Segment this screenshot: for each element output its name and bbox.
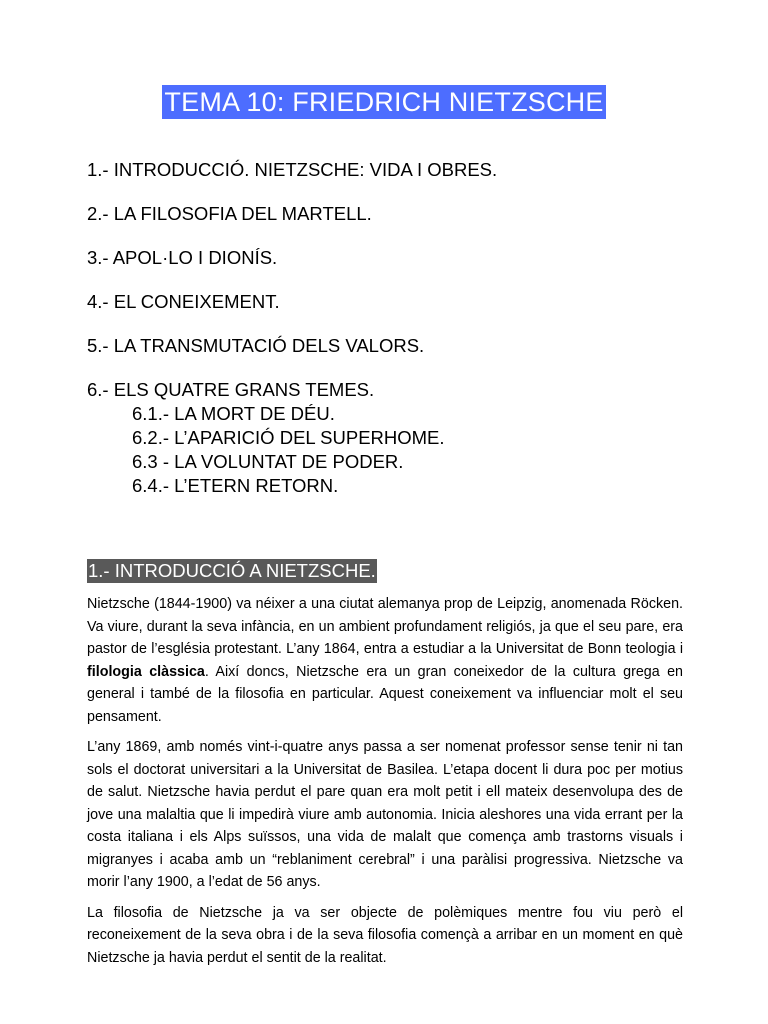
- section-heading-container: [87, 559, 377, 583]
- toc-item-2: 2.- LA FILOSOFIA DEL MARTELL.: [87, 203, 372, 224]
- toc-subitem-6-1: 6.1.- LA MORT DE DÉU.: [132, 403, 335, 424]
- toc-subitem-6-2: 6.2.- L’APARICIÓ DEL SUPERHOME.: [132, 427, 445, 448]
- toc-item-4: 4.- EL CONEIXEMENT.: [87, 291, 280, 312]
- paragraph-1-bold-term: filologia clàssica: [87, 663, 205, 680]
- paragraph-3: La filosofia de Nietzsche ja va ser objecte de polèmiques mentre fou viu però el reconeixement de la seva obra i de la seva filosofia començà a arribar en un moment en què Nietzsche ja havia perdut el sentit de la realitat.: [87, 904, 683, 966]
- section-body: [87, 593, 683, 977]
- toc-subitem-6-3: 6.3 - LA VOLUNTAT DE PODER.: [132, 451, 404, 472]
- toc-subitem-6-4: 6.4.- L’ETERN RETORN.: [132, 475, 339, 496]
- toc-item-5: 5.- LA TRANSMUTACIÓ DELS VALORS.: [87, 335, 425, 356]
- section-heading: 1.- INTRODUCCIÓ A NIETZSCHE.: [88, 560, 376, 581]
- title-container: [0, 85, 768, 119]
- table-of-contents: [87, 158, 707, 498]
- paragraph-1-text-a: Nietzsche (1844-1900) va néixer a una ciutat alemanya prop de Leipzig, anomenada Röcken. Va viure, durant la seva infància, en un ambient profundament religiós, ja que el seu pare, era pastor de l’església protestant. L’any 1864, entra a estudiar a la Universitat de Bonn teologia i: [87, 596, 683, 657]
- paragraph-1: [87, 593, 683, 728]
- document-title: TEMA 10: FRIEDRICH NIETZSCHE: [164, 87, 604, 117]
- paragraph-2: L’any 1869, amb només vint-i-quatre anys passa a ser nomenat professor sense tenir ni tan sols el doctorat universitari a la Universitat de Basilea. L’etapa docent li dura poc per motius de salut. Nietzsche havia perdut el pare quan era molt petit i ell mateix desenvolupa des de jove una malaltia que li impedirà viure amb autonomia. Inicia aleshores una vida errant per la costa italiana i els Alps suïssos, una vida de malalt que comença amb trastorns visuals i migranyes i acaba amb un “reblaniment cerebral” i una paràlisi progressiva. Nietzsche va morir l’any 1900, a l’edat de 56 anys.: [87, 739, 683, 890]
- toc-item-1: 1.- INTRODUCCIÓ. NIETZSCHE: VIDA I OBRES.: [87, 159, 498, 180]
- toc-item-3: 3.- APOL·LO I DIONÍS.: [87, 247, 278, 268]
- paragraph-1-text-b: . Així doncs, Nietzsche era un gran coneixedor de la cultura grega en general i també de la filosofia en particular. Aquest coneixement va influenciar molt el seu pensament.: [87, 663, 683, 725]
- toc-item-6: 6.- ELS QUATRE GRANS TEMES.: [87, 379, 375, 400]
